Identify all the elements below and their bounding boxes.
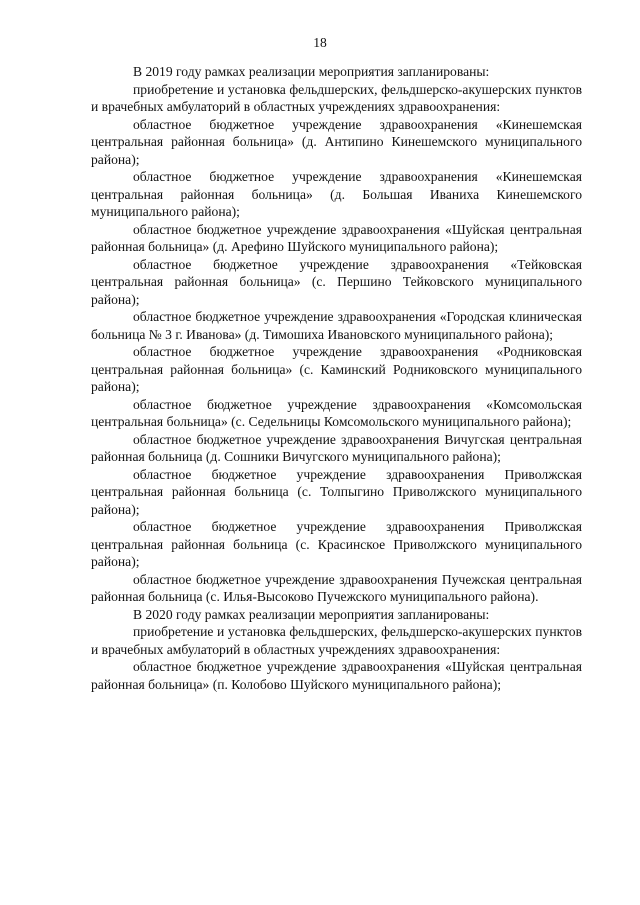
paragraph-2020-intro: В 2020 году рамках реализации мероприятия запланированы: xyxy=(133,606,490,622)
list-item: областное бюджетное учреждение здравоохранения «Шуйская центральная районная больница» (д. Арефино Шуйского муниципального района); xyxy=(91,221,582,254)
paragraph-purchase-2020: приобретение и установка фельдшерских, фельдшерско-акушерских пунктов и врачебных амбулаторий в областных учреждениях здравоохранения: xyxy=(91,624,582,657)
list-item: областное бюджетное учреждение здравоохранения «Кинешемская центральная районная больница» (д. Антипино Кинешемского муниципального района); xyxy=(91,116,582,167)
list-item: областное бюджетное учреждение здравоохранения «Шуйская центральная районная больница» (п. Колобово Шуйского муниципального района); xyxy=(91,659,582,692)
page-number: 18 xyxy=(313,35,327,50)
list-item: областное бюджетное учреждение здравоохранения Приволжская центральная районная больница (с. Красинское Приволжского муниципального района); xyxy=(91,519,582,569)
list-item: областное бюджетное учреждение здравоохранения Приволжская центральная районная больница (с. Толпыгино Приволжского муниципального района); xyxy=(91,466,582,517)
list-item: областное бюджетное учреждение здравоохранения «Комсомольская центральная больница» (с. Седельницы Комсомольского муниципального района); xyxy=(91,396,582,429)
list-item: областное бюджетное учреждение здравоохранения «Родниковская центральная районная больница» (с. Каминский Родниковского муниципального района); xyxy=(91,344,582,394)
list-item: областное бюджетное учреждение здравоохранения «Тейковская центральная районная больница» (с. Першино Тейковского муниципального района); xyxy=(91,256,582,307)
paragraph-2019-intro: В 2019 году рамках реализации мероприятия запланированы: xyxy=(133,64,490,79)
list-item: областное бюджетное учреждение здравоохранения «Кинешемская центральная районная больница» (д. Большая Иваниха Кинешемского муниципального района); xyxy=(91,169,582,219)
list-item: областное бюджетное учреждение здравоохранения «Городская клиническая больница № 3 г. Иванова» (д. Тимошиха Ивановского муниципального района); xyxy=(91,309,582,342)
list-item: областное бюджетное учреждение здравоохранения Вичугская центральная районная больница (д. Сошники Вичугского муниципального района); xyxy=(91,431,582,464)
paragraph-purchase-2019: приобретение и установка фельдшерских, фельдшерско-акушерских пунктов и врачебных амбулаторий в областных учреждениях здравоохранения: xyxy=(91,81,582,114)
body-text xyxy=(91,63,582,693)
list-item: областное бюджетное учреждение здравоохранения Пучежская центральная районная больница (с. Илья-Высоково Пучежского муниципального района). xyxy=(91,571,582,604)
